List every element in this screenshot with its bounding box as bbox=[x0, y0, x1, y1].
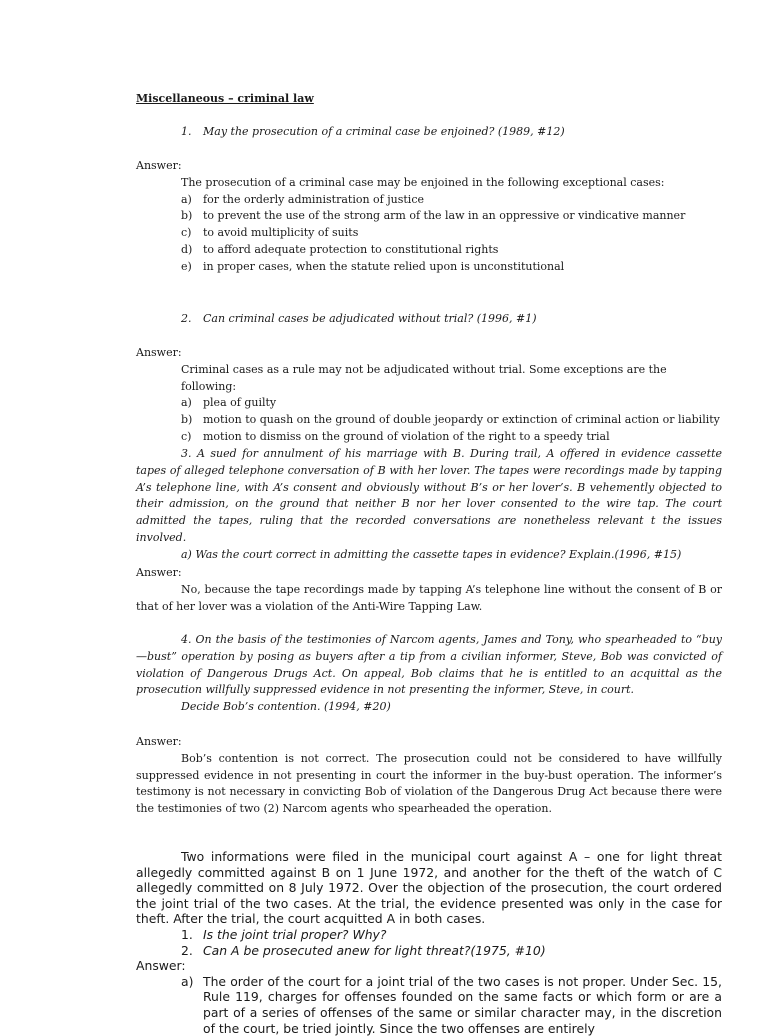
list-text: in proper cases, when the statute relied upon is unconstitutional bbox=[203, 259, 565, 273]
list-marker: 1. bbox=[181, 926, 193, 942]
question-1 bbox=[136, 124, 722, 141]
list-text: motion to dismiss on the ground of violation of the right to a speedy trial bbox=[203, 429, 610, 443]
answer-label: Answer: bbox=[136, 735, 182, 748]
list-marker: c) bbox=[181, 226, 192, 240]
answer-4 bbox=[136, 734, 722, 818]
list-text: The order of the court for a joint trial of the two cases is not proper. Under Sec. 15, Rule 119, charges for offenses founded on the same facts or which form or are a part of a series of offenses of the same or similar character may, in the discretion of the court, be tried jointly. Since the two offenses are entirely bbox=[203, 973, 722, 1036]
answer-label: Answer: bbox=[136, 566, 182, 579]
list-item bbox=[136, 927, 722, 943]
list-marker: a) bbox=[181, 396, 192, 410]
answer-label: Answer: bbox=[136, 159, 182, 172]
list-item bbox=[136, 208, 722, 225]
list-marker: 2. bbox=[181, 942, 193, 958]
question-3 bbox=[136, 446, 722, 564]
list-marker: a) bbox=[181, 973, 194, 989]
answer-label: Answer: bbox=[136, 958, 186, 974]
list-marker: c) bbox=[181, 429, 192, 443]
page-title: Miscellaneous – criminal law bbox=[136, 92, 314, 105]
list-item bbox=[136, 259, 722, 276]
list-text: plea of guilty bbox=[203, 396, 277, 410]
answer-text: No, because the tape recordings made by tapping A’s telephone line without the consent of B or that of her lover was a violation of the Anti-Wire Tapping Law. bbox=[136, 582, 722, 613]
question-text: Two informations were filed in the municipal court against A – one for light threat allegedly committed against B on 1 June 1972, and another for the theft of the watch of C allegedly committed on 8 July 1972. Over the objection of the prosecution, the court ordered the joint trial of the two cases. At the trial, the evidence presented was only in the case for theft. After the trial, the court acquitted A in both cases. bbox=[136, 849, 722, 927]
list-marker: d) bbox=[181, 242, 193, 256]
question-2 bbox=[136, 311, 722, 328]
question-text: Can criminal cases be adjudicated without trial? (1996, #1) bbox=[203, 312, 537, 325]
list-text: to avoid multiplicity of suits bbox=[203, 226, 359, 240]
list-item bbox=[136, 429, 722, 446]
list-marker: b) bbox=[181, 413, 193, 427]
answer-intro: Criminal cases as a rule may not be adjudicated without trial. Some exceptions are the following: bbox=[181, 362, 667, 393]
answer-2 bbox=[136, 345, 722, 446]
question-text: 3. A sued for annulment of his marriage with B. During trail, A offered in evidence cassette tapes of alleged telephone conversation of B with her lover. The tapes were recordings made by tapping A’s telephone line, with A’s consent and obviously without B’s or her lover’s. B vehemently objected to their admission, on the ground that neither B nor her lover consented to the wire tap. The court admitted the tapes, ruling that the recorded conversations are nonetheless relevant t the issues involved. bbox=[136, 447, 722, 544]
list-text: Can A be prosecuted anew for light threat?(1975, #10) bbox=[203, 942, 546, 958]
list-item bbox=[136, 412, 722, 429]
list-text: to afford adequate protection to constitutional rights bbox=[203, 242, 499, 256]
list-marker: a) bbox=[181, 192, 192, 206]
question-number: 1. bbox=[181, 125, 192, 138]
answer-label: Answer: bbox=[136, 346, 182, 359]
question-sub: Decide Bob’s contention. (1994, #20) bbox=[181, 700, 391, 714]
list-text: Is the joint trial proper? Why? bbox=[203, 926, 387, 942]
question-text: 4. On the basis of the testimonies of Narcom agents, James and Tony, who spearheaded to “buy—bust” operation by posing as buyers after a tip from a civilian informer, Steve, Bob was convicted of violation of Dangerous Drugs Act. On appeal, Bob claims that he is entitled to an acquittal as the prosecution willfully suppressed evidence in not presenting the informer, Steve, in court. bbox=[136, 633, 722, 697]
list-marker: e) bbox=[181, 259, 192, 273]
question-4 bbox=[136, 632, 722, 716]
question-number: 2. bbox=[181, 312, 192, 325]
list-item bbox=[136, 225, 722, 242]
question-5 bbox=[136, 849, 722, 1036]
answer-text: Bob’s contention is not correct. The prosecution could not be considered to have willfully suppressed evidence in not presenting in court the informer in the buy-bust operation. The informer’s testimony is not necessary in convicting Bob of violation of the Dangerous Drug Act because there were the testimonies of two (2) Narcom agents who spearheaded the operation. bbox=[136, 751, 722, 816]
list-text: motion to quash on the ground of double jeopardy or extinction of criminal action or liability bbox=[203, 413, 720, 427]
answer-3 bbox=[136, 565, 722, 615]
list-item bbox=[136, 974, 722, 1036]
list-item bbox=[136, 192, 722, 209]
list-text: for the orderly administration of justice bbox=[203, 192, 424, 206]
question-sub: a) Was the court correct in admitting the cassette tapes in evidence? Explain.(1996, #15) bbox=[181, 547, 682, 561]
list-text: to prevent the use of the strong arm of the law in an oppressive or vindicative manner bbox=[203, 209, 686, 223]
list-marker: b) bbox=[181, 209, 193, 223]
list-item bbox=[136, 943, 722, 959]
question-text: May the prosecution of a criminal case be enjoined? (1989, #12) bbox=[203, 125, 565, 138]
answer-1 bbox=[136, 158, 722, 276]
list-item bbox=[136, 242, 722, 259]
answer-intro: The prosecution of a criminal case may be enjoined in the following exceptional cases: bbox=[181, 175, 665, 189]
list-item bbox=[136, 395, 722, 412]
